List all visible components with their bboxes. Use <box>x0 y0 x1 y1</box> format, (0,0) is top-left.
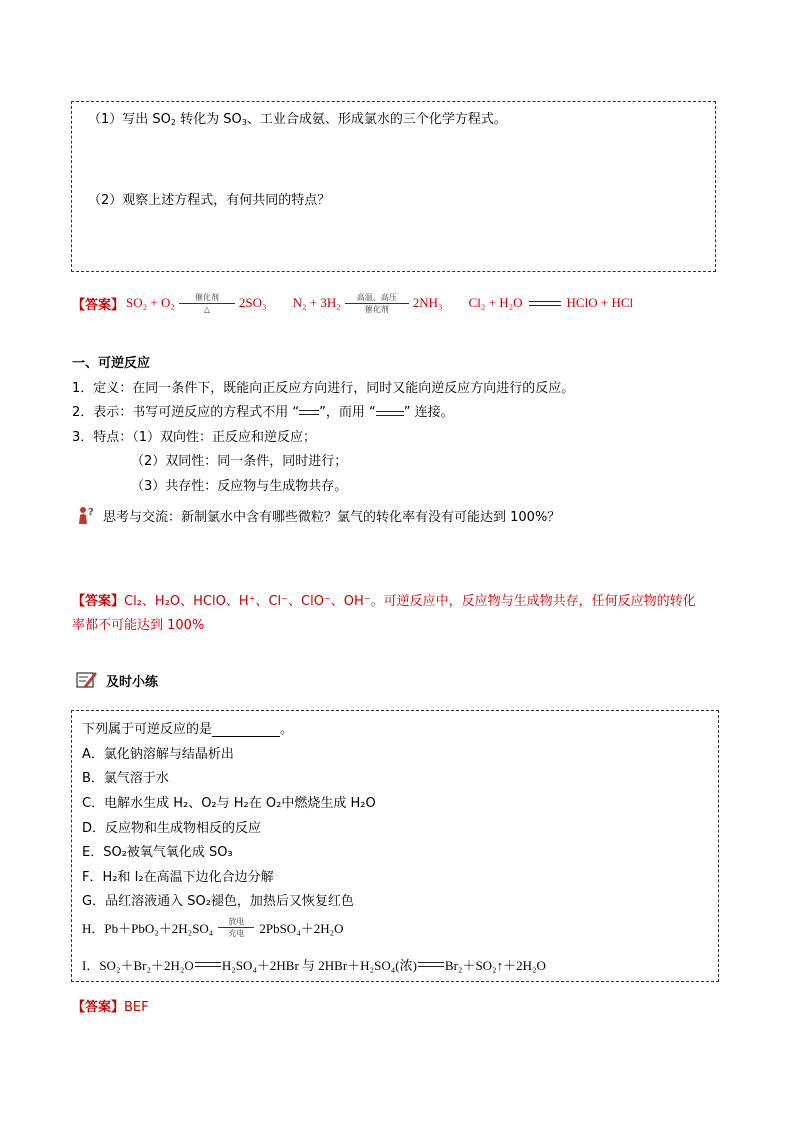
eq3-right: HClO + HCl <box>566 295 634 310</box>
question-person-icon <box>76 505 96 525</box>
think-discuss: ? 思考与交流：新制氯水中含有哪些微粒？氯气的转化率有没有可能达到 100%？ <box>76 505 560 525</box>
answer-equations <box>72 290 633 316</box>
answer-2-line-2: 率都不可能达到 100% <box>72 618 205 633</box>
practice-header: 及时小练 <box>76 670 158 690</box>
equals-sign-icon <box>195 962 221 967</box>
section-title: 一、可逆反应 <box>72 356 151 371</box>
option-a: A．氯化钠溶解与结晶析出 <box>82 747 234 762</box>
answer-3: 【答案】BEF <box>72 1000 149 1015</box>
eq2-left: N₂ + 3H₂ <box>292 295 341 310</box>
option-b: B．氯气溶于水 <box>82 771 169 786</box>
feature-line-3: （3）共存性：反应物与生成物共存。 <box>131 479 348 494</box>
feature-line-1: 3．特点：（1）双向性：正反应和逆反应； <box>72 430 317 445</box>
answer-label: 【答案】 <box>72 297 125 313</box>
eq2-condition: 高温、高压 催化剂 <box>345 293 409 314</box>
option-e: E．SO₂被氧气氧化成 SO₃ <box>82 845 233 860</box>
eq3-left: Cl₂ + H₂O <box>468 295 523 310</box>
optH-condition: 放电 充电 <box>218 917 254 938</box>
option-f: F．H₂和 I₂在高温下边化合边分解 <box>82 870 274 885</box>
feature-line-2: （2）双同性：同一条件，同时进行； <box>131 454 348 469</box>
question-1: （1）写出 $SO_2$ 转化为 $SO_3$、工业合成氨、形成氯水的三个化学方程式。 <box>88 112 507 127</box>
pencil-icon <box>76 670 98 690</box>
option-c: C．电解水生成 H₂、O₂与 H₂在 O₂中燃烧生成 H₂O <box>82 796 376 811</box>
equals-sign-icon <box>418 962 444 967</box>
definition-line: 1．定义：在同一条件下，既能向正反应方向进行，同时又能向逆反应方向进行的反应。 <box>72 381 575 396</box>
reversible-arrow-icon <box>529 299 561 307</box>
practice-stem: 下列属于可逆反应的是 。 <box>82 722 294 737</box>
representation-line: 2．表示：书写可逆反应的方程式不用 “ ”，而用 “ ” 连接。 <box>72 405 454 420</box>
equals-sign-icon <box>299 410 319 415</box>
option-h: H．Pb＋PbO₂＋2H₂SO₄ 放电 充电 2PbSO₄＋2H₂O <box>82 917 344 938</box>
option-d: D．反应物和生成物相反的反应 <box>82 821 262 836</box>
answer-blank <box>212 724 280 737</box>
answer-2-line-1: 【答案】Cl₂、H₂O、HClO、H⁺、Cl⁻、ClO⁻、OH⁻。可逆反应中，反应物与生成物共存，任何反应物的转化 <box>72 594 696 609</box>
question-2: （2）观察上述方程式，有何共同的特点？ <box>88 193 331 208</box>
reversible-arrow-icon <box>376 409 404 417</box>
eq1-right: 2SO₃ <box>238 295 267 310</box>
eq2-right: 2NH₃ <box>412 295 443 310</box>
option-i: I．SO₂＋Br₂＋2H₂O H₂SO₄＋2HBr 与 2HBr＋H₂SO₄(浓) Br₂＋SO₂↑＋2H₂O <box>82 958 546 973</box>
svg-text:?: ? <box>88 507 94 518</box>
option-g: G．品红溶液通入 SO₂褪色，加热后又恢复红色 <box>82 894 354 909</box>
eq1-condition: 催化剂 △ <box>179 293 235 314</box>
eq1-left: SO₂ + O₂ <box>126 295 175 310</box>
